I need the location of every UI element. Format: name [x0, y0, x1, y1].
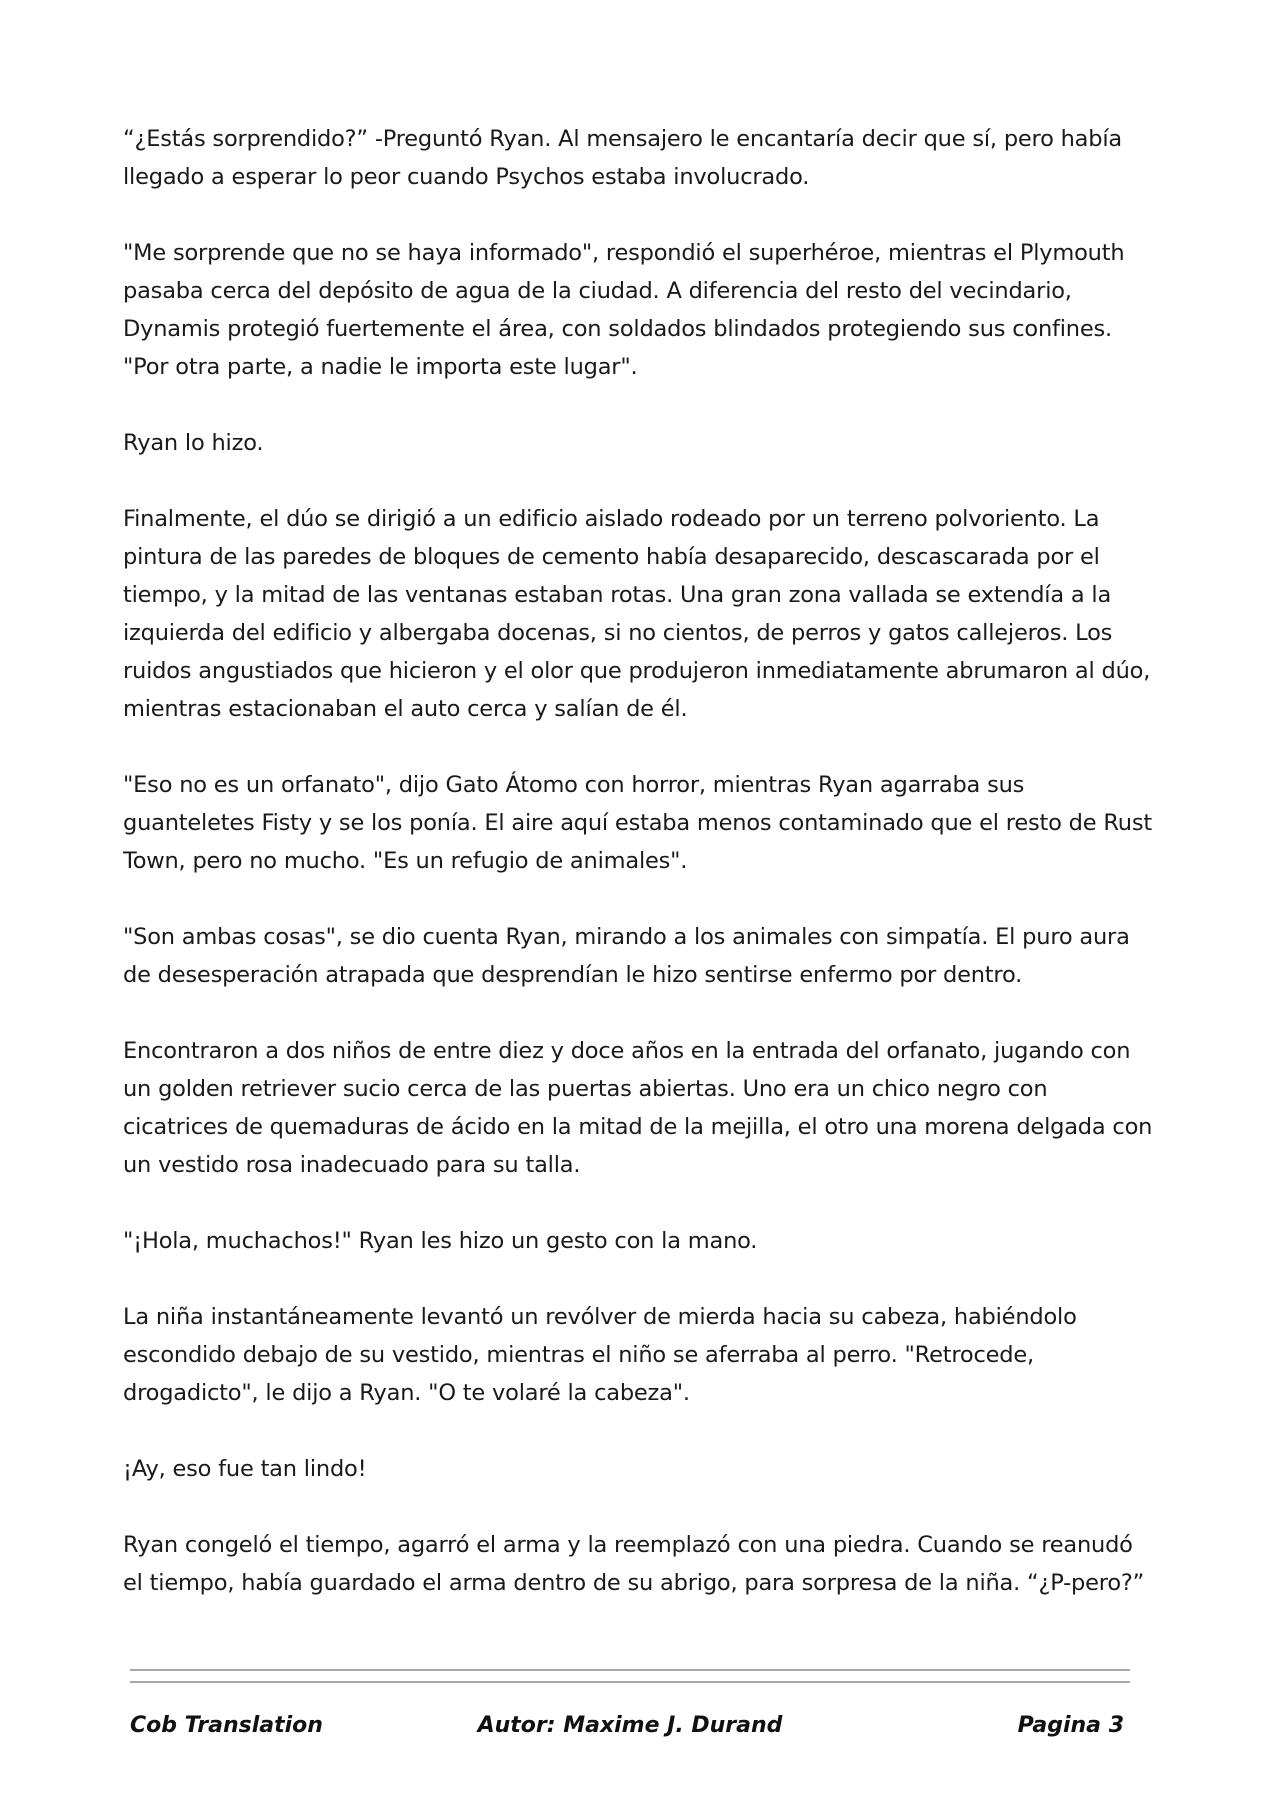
footer-author: Autor: Maxime J. Durand — [477, 1713, 783, 1738]
paragraph: Ryan lo hizo. — [123, 430, 264, 456]
paragraph: "Eso no es un orfanato", dijo Gato Átomo con horror, mientras Ryan agarraba sus guanteletes Fisty y se los ponía. El aire aquí estaba menos contaminado que el resto de Rust Town, pero no mucho. "Es un refugio de animales". — [123, 772, 1152, 874]
paragraph: Finalmente, el dúo se dirigió a un edificio aislado rodeado por un terreno polvoriento. La pintura de las paredes de bloques de cemento había desaparecido, descascarada por el tiempo, y la mitad de las ventanas estaban rotas. Una gran zona vallada se extendía a la izquierda del edificio y albergaba docenas, si no cientos, de perros y gatos callejeros. Los ruidos angustiados que hicieron y el olor que produjeron inmediatamente abrumaron al dúo, mientras estacionaban el auto cerca y salían de él. — [123, 506, 1151, 722]
paragraph: Encontraron a dos niños de entre diez y doce años en la entrada del orfanato, jugando con un golden retriever sucio cerca de las puertas abiertas. Uno era un chico negro con cicatrices de quemaduras de ácido en la mitad de la mejilla, el otro una morena delgada con un vestido rosa inadecuado para su talla. — [123, 1038, 1153, 1178]
body-text — [123, 120, 1153, 1640]
paragraph: Ryan congeló el tiempo, agarró el arma y la reemplazó con una piedra. Cuando se reanudó el tiempo, había guardado el arma dentro de su abrigo, para sorpresa de la niña. “¿P-pero?” — [123, 1532, 1145, 1596]
paragraph: La niña instantáneamente levantó un revólver de mierda hacia su cabeza, habiéndolo escondido debajo de su vestido, mientras el niño se aferraba al perro. "Retrocede, drogadicto", le dijo a Ryan. "O te volaré la cabeza". — [123, 1304, 1077, 1406]
footer-divider-bottom — [130, 1681, 1130, 1683]
paragraph: ¡Ay, eso fue tan lindo! — [123, 1456, 367, 1482]
footer-page-number: Pagina 3 — [1017, 1713, 1124, 1738]
paragraph: "Me sorprende que no se haya informado", respondió el superhéroe, mientras el Plymouth pasaba cerca del depósito de agua de la ciudad. A diferencia del resto del vecindario, Dynamis protegió fuertemente el área, con soldados blindados protegiendo sus confines. "Por otra parte, a nadie le importa este lugar". — [123, 240, 1125, 380]
paragraph: "Son ambas cosas", se dio cuenta Ryan, mirando a los animales con simpatía. El puro aura de desesperación atrapada que desprendían le hizo sentirse enfermo por dentro. — [123, 924, 1130, 988]
page-footer — [130, 1713, 1130, 1743]
footer-translator: Cob Translation — [130, 1713, 323, 1738]
paragraph: "¡Hola, muchachos!" Ryan les hizo un gesto con la mano. — [123, 1228, 758, 1254]
paragraph: “¿Estás sorprendido?” -Preguntó Ryan. Al mensajero le encantaría decir que sí, pero había llegado a esperar lo peor cuando Psychos estaba involucrado. — [123, 126, 1122, 190]
footer-divider-top — [130, 1669, 1130, 1671]
